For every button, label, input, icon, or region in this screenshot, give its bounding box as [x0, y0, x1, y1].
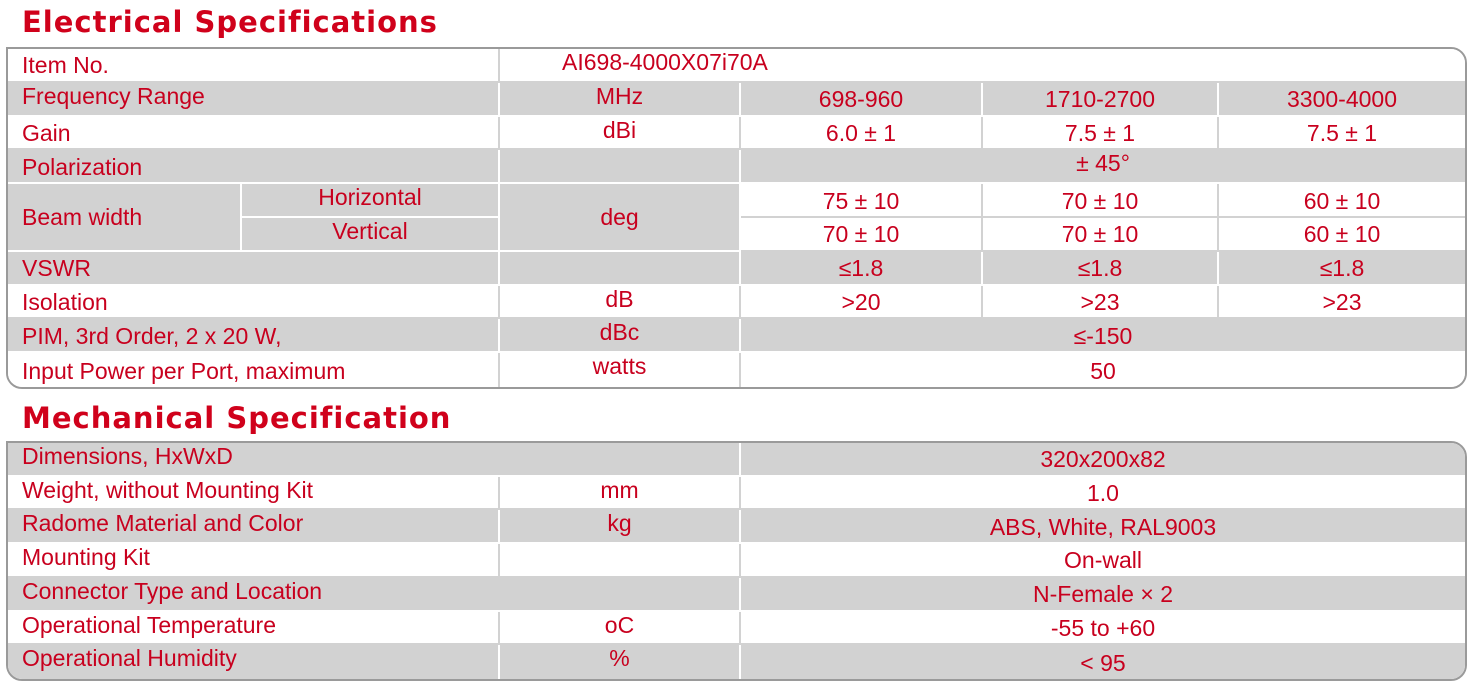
frequency-band-3: 3300-4000: [1219, 83, 1465, 117]
beam-width-unit: deg: [500, 184, 741, 252]
pim-unit: dBc: [500, 319, 741, 353]
vswr-value-2: ≤1.8: [983, 252, 1219, 286]
polarization-label: Polarization: [8, 150, 500, 184]
pim-label: PIM, 3rd Order, 2 x 20 W,: [8, 319, 500, 353]
beam-width-horizontal-value-2: 70 ± 10: [983, 184, 1219, 218]
isolation-unit: dB: [500, 286, 741, 320]
mechanical-specification-title: Mechanical Specification: [22, 401, 452, 435]
electrical-specifications-table: [6, 47, 1467, 389]
beam-width-vertical-value-3: 60 ± 10: [1219, 218, 1465, 252]
mech-row-label: Mounting Kit: [8, 544, 500, 578]
beam-width-vertical-value-2: 70 ± 10: [983, 218, 1219, 252]
mech-row-label: Operational Humidity: [8, 645, 500, 679]
input-power-unit: watts: [500, 353, 741, 387]
pim-value: ≤-150: [741, 319, 1465, 353]
mech-row-label: Dimensions, HxWxD: [8, 443, 741, 477]
mech-row-unit: %: [500, 645, 741, 679]
frequency-band-1: 698-960: [741, 83, 983, 117]
polarization-unit: [500, 150, 741, 184]
mech-row-value: 1.0: [741, 477, 1465, 511]
vswr-value-3: ≤1.8: [1219, 252, 1465, 286]
frequency-band-2: 1710-2700: [983, 83, 1219, 117]
beam-width-vertical-value-1: 70 ± 10: [741, 218, 983, 252]
mech-row-label: Weight, without Mounting Kit: [8, 477, 500, 511]
beam-width-label: Beam width: [8, 184, 242, 252]
polarization-value: ± 45°: [741, 150, 1465, 184]
beam-width-horizontal-value-3: 60 ± 10: [1219, 184, 1465, 218]
item-no-value: AI698-4000X07i70A: [500, 49, 1465, 83]
input-power-value: 50: [741, 353, 1465, 387]
item-no-label: Item No.: [8, 49, 500, 83]
mech-row-unit: mm: [500, 477, 741, 511]
mech-row-unit: kg: [500, 510, 741, 544]
mech-row-value: N-Female × 2: [741, 578, 1465, 612]
mech-row-value: On-wall: [741, 544, 1465, 578]
beam-width-horizontal-label: Horizontal: [242, 184, 500, 218]
vswr-value-1: ≤1.8: [741, 252, 983, 286]
beam-width-vertical-label: Vertical: [242, 218, 500, 252]
gain-value-1: 6.0 ± 1: [741, 117, 983, 151]
vswr-label: VSWR: [8, 252, 500, 286]
isolation-label: Isolation: [8, 286, 500, 320]
isolation-value-1: >20: [741, 286, 983, 320]
gain-value-2: 7.5 ± 1: [983, 117, 1219, 151]
isolation-value-3: >23: [1219, 286, 1465, 320]
frequency-range-label: Frequency Range: [8, 83, 500, 117]
mech-row-value: 320x200x82: [741, 443, 1465, 477]
mech-row-unit: [500, 544, 741, 578]
beam-width-horizontal-value-1: 75 ± 10: [741, 184, 983, 218]
input-power-label: Input Power per Port, maximum: [8, 353, 500, 387]
mechanical-specification-table: [6, 441, 1467, 681]
mech-row-value: -55 to +60: [741, 612, 1465, 646]
mech-row-value: ABS, White, RAL9003: [741, 510, 1465, 544]
electrical-specifications-title: Electrical Specifications: [22, 5, 438, 39]
gain-value-3: 7.5 ± 1: [1219, 117, 1465, 151]
mech-row-label: Radome Material and Color: [8, 510, 500, 544]
mech-row-value: < 95: [741, 645, 1465, 679]
mech-row-unit: oC: [500, 612, 741, 646]
frequency-range-unit: MHz: [500, 83, 741, 117]
vswr-unit: [500, 252, 741, 286]
gain-unit: dBi: [500, 117, 741, 151]
gain-label: Gain: [8, 117, 500, 151]
mech-row-label: Connector Type and Location: [8, 578, 741, 612]
mech-row-label: Operational Temperature: [8, 612, 500, 646]
isolation-value-2: >23: [983, 286, 1219, 320]
